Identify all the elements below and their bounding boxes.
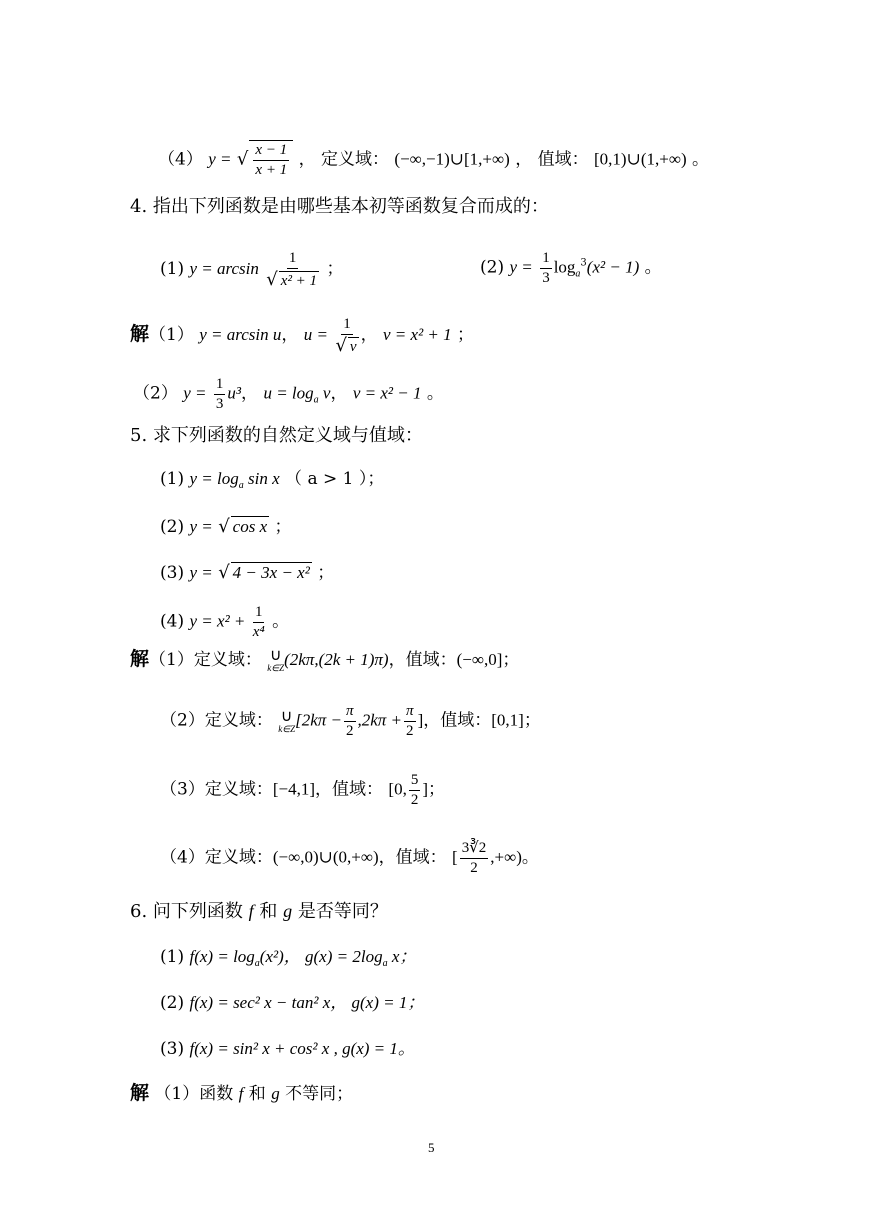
equation: f(x) = sec² x − tan² x， g(x) = 1； xyxy=(189,993,425,1012)
range-label: 值域： xyxy=(332,779,383,800)
equation-lhs: y = xyxy=(208,149,232,169)
fraction-numerator: π xyxy=(404,703,416,722)
period: 。 xyxy=(426,383,444,404)
fraction xyxy=(214,376,226,412)
log-base: a xyxy=(575,268,581,280)
fraction xyxy=(460,840,489,876)
range-label: 值域： xyxy=(395,847,447,868)
domain-label: 定义域： xyxy=(193,650,262,670)
question-4-part-1 xyxy=(160,250,343,289)
range-value-left: [0, xyxy=(388,779,407,799)
sqrt-sign: √ xyxy=(335,334,347,356)
domain-value: (−∞,−1)∪[1,+∞) xyxy=(394,149,510,169)
range-label: 值域： xyxy=(405,650,457,670)
question-4-title: 4. 指出下列函数是由哪些基本初等函数复合而成的： xyxy=(130,196,549,217)
equation-rhs: u³ xyxy=(227,383,242,403)
separator: ， xyxy=(378,847,396,868)
question-5-part-2 xyxy=(160,516,292,536)
fraction xyxy=(253,142,289,178)
domain-label: 定义域： xyxy=(204,847,273,868)
fraction-numerator: 1 xyxy=(341,316,353,335)
log-argument: sin x xyxy=(243,469,280,488)
domain-value-right: ,2kπ + xyxy=(357,710,403,730)
separator: ， xyxy=(515,149,533,170)
function-f: f xyxy=(248,901,254,921)
semicolon: ； xyxy=(274,517,292,537)
fraction xyxy=(409,772,421,808)
equation: v = x² − 1 xyxy=(352,383,422,403)
separator: ， xyxy=(241,383,259,404)
range-value: [0,1] xyxy=(491,710,524,730)
answer-4-line-1 xyxy=(130,316,474,355)
answer-5-part-2 xyxy=(160,703,541,739)
title-text: 6. 问下列函数 xyxy=(130,901,249,922)
range-value: [0,1)∪(1,+∞) xyxy=(594,149,687,169)
union-index: k∈Z xyxy=(267,663,285,673)
period: 。 xyxy=(272,611,290,632)
fraction-denominator: x⁴ xyxy=(252,623,265,640)
separator: ， xyxy=(281,325,299,346)
function-g: g xyxy=(283,901,293,921)
range-label: 值域： xyxy=(537,149,589,170)
part-number: (2) xyxy=(480,257,505,278)
range-label: 值域： xyxy=(440,710,492,731)
separator: ， xyxy=(298,149,316,170)
fraction xyxy=(266,250,319,289)
domain-value: (2kπ,(2k + 1)π) xyxy=(284,650,389,669)
semicolon: ； xyxy=(502,650,520,670)
equation: f(x) = sin² x + cos² x , g(x) = 1。 xyxy=(189,1039,415,1058)
title-text: 是否等同？ xyxy=(292,901,388,922)
page-number: 5 xyxy=(428,1140,435,1155)
log-base: a xyxy=(313,394,319,406)
period: 。 xyxy=(644,257,662,278)
part-number: （1） xyxy=(149,650,194,670)
fraction-denominator: 3 xyxy=(542,269,550,286)
fraction-numerator: 1 xyxy=(214,376,226,395)
union-operator xyxy=(278,709,295,734)
item-number: （4） xyxy=(158,149,203,170)
equation: v = x² + 1 xyxy=(383,325,452,345)
period: 。 xyxy=(692,149,710,170)
answer-label: 解 xyxy=(130,323,150,346)
fraction-denominator: 2 xyxy=(470,859,478,876)
part-number: （4） xyxy=(160,847,205,868)
equation: (x²)， g(x) = 2log xyxy=(259,947,383,966)
semicolon: ； xyxy=(457,325,475,346)
period: 。 xyxy=(521,847,539,868)
equation: x； xyxy=(387,947,417,966)
union-index: k∈Z xyxy=(278,723,296,734)
part-number: (3) xyxy=(160,563,185,583)
sqrt-body: x² + 1 xyxy=(280,272,318,289)
answer-text: 和 xyxy=(243,1084,272,1104)
part-number: (4) xyxy=(160,611,185,632)
fraction-numerator: π xyxy=(344,703,356,722)
fraction-denominator xyxy=(335,335,358,356)
sqrt-sign: √ xyxy=(218,562,230,583)
domain-label: 定义域： xyxy=(204,779,273,800)
semicolon: ； xyxy=(326,259,344,280)
equation: y = arcsin u xyxy=(199,325,282,345)
part-number: （2） xyxy=(160,710,205,731)
sqrt-sign: √ xyxy=(218,516,230,537)
fraction-numerator: 1 xyxy=(287,250,299,269)
condition: （ a > 1 ）； xyxy=(285,469,385,489)
fraction-denominator: 2 xyxy=(410,791,419,808)
part-number: （1） xyxy=(149,325,194,346)
equation-lhs: y = xyxy=(189,563,213,582)
part-number: （2） xyxy=(133,383,178,404)
range-value: (−∞,0] xyxy=(456,650,503,669)
question-6-title xyxy=(130,902,388,921)
equation: y = x² + xyxy=(189,611,246,631)
part-number: (2) xyxy=(160,517,185,537)
part-number: (3) xyxy=(160,1039,185,1059)
sqrt-sign: √ xyxy=(236,148,249,170)
question-5-title: 5. 求下列函数的自然定义域与值域： xyxy=(130,425,423,446)
log-base: a xyxy=(238,480,244,491)
answer-4-line-2 xyxy=(133,376,444,412)
equation-lhs: u = xyxy=(303,325,329,345)
fraction-numerator: 3∛2 xyxy=(460,840,489,859)
domain-label: 定义域： xyxy=(321,149,389,170)
question-5-part-4 xyxy=(160,604,289,640)
bracket-open: [ xyxy=(452,847,458,867)
answer-5-part-3 xyxy=(160,772,445,808)
part-number: (2) xyxy=(160,993,185,1013)
fraction-numerator: 5 xyxy=(409,772,421,791)
sqrt-body xyxy=(249,140,293,178)
part-number: （1）函数 xyxy=(154,1084,239,1104)
separator: ， xyxy=(360,325,378,346)
union-symbol: ∪ xyxy=(269,647,282,664)
question-6-part-3 xyxy=(160,1040,415,1058)
question-6-part-2 xyxy=(160,994,424,1012)
fraction-denominator: x + 1 xyxy=(255,161,288,178)
sqrt-sign: √ xyxy=(266,268,278,290)
fraction xyxy=(404,703,416,739)
equation-lhs: y = xyxy=(189,517,213,536)
fraction-numerator: x − 1 xyxy=(253,142,289,161)
answer-6-part-1 xyxy=(130,1084,353,1103)
fraction-denominator: 3 xyxy=(215,395,224,412)
domain-value: [−4,1] xyxy=(272,779,315,799)
part-number: （3） xyxy=(160,779,205,800)
question-6-part-1 xyxy=(160,948,416,969)
title-text: 和 xyxy=(253,901,284,922)
fraction xyxy=(540,250,552,286)
union-symbol: ∪ xyxy=(280,707,293,725)
log-argument: (x² − 1) xyxy=(586,257,640,277)
fraction xyxy=(335,316,358,355)
semicolon: ； xyxy=(428,779,445,800)
equation: f(x) = log xyxy=(189,947,255,966)
part-number: (1) xyxy=(160,947,185,967)
semicolon: ； xyxy=(523,710,541,731)
log-base: a xyxy=(382,958,388,969)
sqrt-body: v xyxy=(349,338,357,355)
answer-label: 解 xyxy=(130,1082,150,1104)
semicolon: ； xyxy=(317,563,335,583)
fraction-numerator: 1 xyxy=(253,604,265,623)
bracket-close: ] xyxy=(417,710,424,730)
separator: ， xyxy=(423,710,441,731)
answer-label: 解 xyxy=(130,648,150,670)
bracket-close: ] xyxy=(422,779,428,799)
part-number: (1) xyxy=(160,469,185,489)
separator: ， xyxy=(330,383,348,404)
function-g: g xyxy=(271,1084,280,1103)
domain-value: (−∞,0)∪(0,+∞) xyxy=(272,847,379,867)
fraction-denominator: 2 xyxy=(406,722,414,739)
fraction xyxy=(253,604,265,640)
sqrt-body: 4 − 3x − x² xyxy=(232,563,310,582)
range-value-right: ,+∞) xyxy=(490,847,522,867)
equation: u = log xyxy=(263,383,314,403)
question-5-part-1 xyxy=(160,470,384,491)
separator: ， xyxy=(315,779,332,800)
log-fn: log xyxy=(553,257,576,277)
fraction-denominator xyxy=(266,269,319,290)
equation: y = log xyxy=(189,469,239,488)
sqrt-body: cos x xyxy=(232,517,268,536)
union-operator xyxy=(267,648,284,673)
equation-lhs: y = xyxy=(183,383,207,403)
answer-5-part-4 xyxy=(160,840,539,876)
function-f: f xyxy=(238,1084,244,1103)
answer-text: 不等同； xyxy=(279,1084,354,1104)
fraction-denominator: 2 xyxy=(345,722,354,739)
domain-value-left: [2kπ − xyxy=(295,710,342,730)
separator: ， xyxy=(388,650,406,670)
domain-label: 定义域： xyxy=(204,710,273,731)
fraction-numerator: 1 xyxy=(540,250,552,269)
equation-lhs: y = xyxy=(509,257,533,277)
item-4-domain-range xyxy=(158,140,709,178)
fraction xyxy=(344,703,356,739)
answer-5-part-1 xyxy=(130,648,519,673)
exponent: 3 xyxy=(580,257,587,269)
log-base: a xyxy=(254,958,260,969)
part-number: (1) xyxy=(160,259,185,280)
question-5-part-3 xyxy=(160,562,334,582)
equation: y = arcsin xyxy=(189,259,259,279)
log-argument: v xyxy=(318,383,331,403)
question-4-part-2 xyxy=(480,250,662,286)
